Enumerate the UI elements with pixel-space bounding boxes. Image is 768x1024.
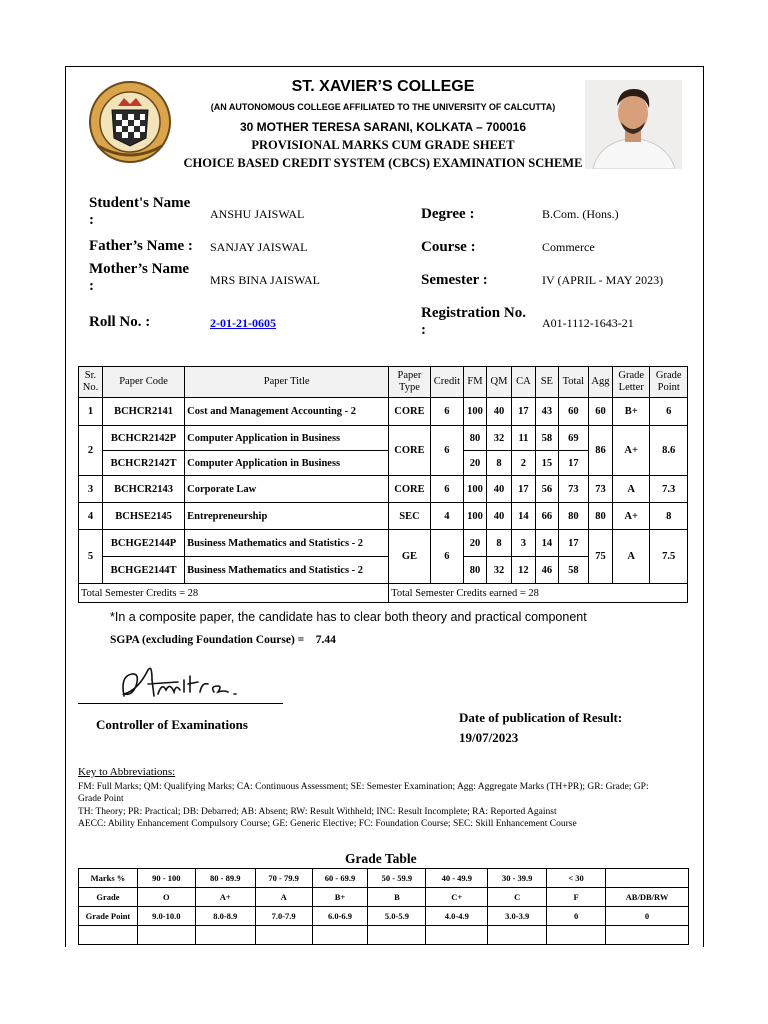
cell-sr: 1 xyxy=(79,398,103,426)
col-agg: Agg xyxy=(588,367,612,398)
controller-signature xyxy=(118,660,248,704)
degree: B.Com. (Hons.) xyxy=(542,207,619,221)
grade-cell xyxy=(606,869,689,888)
cell-grade-point: 7.5 xyxy=(650,530,688,584)
grade-cell xyxy=(195,926,255,945)
grade-cell: 9.0-10.0 xyxy=(137,907,195,926)
cell-type: CORE xyxy=(389,426,431,476)
col-paper-title: Paper Title xyxy=(185,367,389,398)
grade-cell: C xyxy=(488,888,547,907)
cell-grade-letter: B+ xyxy=(612,398,649,426)
cell-qm: 40 xyxy=(486,398,511,426)
cell-ca: 17 xyxy=(511,476,535,503)
cell-title: Corporate Law xyxy=(185,476,389,503)
cell-ca: 14 xyxy=(511,503,535,530)
cell-type: SEC xyxy=(389,503,431,530)
semester: IV (APRIL - MAY 2023) xyxy=(542,273,664,287)
cell-credit: 6 xyxy=(430,398,463,426)
cell-total: 69 xyxy=(558,426,588,451)
cell-se: 15 xyxy=(535,451,558,476)
key-line-2: TH: Theory; PR: Practical; DB: Debarred; AB: Absent; RW: Result Withheld; INC: Result Incomplete; RA: Reported Against xyxy=(78,807,557,817)
registration-label: Registration No. : xyxy=(421,305,526,338)
table-row xyxy=(79,503,688,530)
grade-cell: Grade Point xyxy=(79,907,138,926)
mother-name-label: Mother’s Name : xyxy=(89,261,190,294)
cell-agg: 86 xyxy=(588,426,612,476)
cell-sr: 2 xyxy=(79,426,103,476)
cell-type: CORE xyxy=(389,476,431,503)
cell-total: 58 xyxy=(558,557,588,584)
sgpa-value: 7.44 xyxy=(315,634,336,646)
grade-cell: A+ xyxy=(195,888,255,907)
grade-row-marks xyxy=(79,869,689,888)
cell-se: 56 xyxy=(535,476,558,503)
cell-se: 66 xyxy=(535,503,558,530)
student-name-label: Student's Name : xyxy=(89,195,191,228)
college-address: 30 MOTHER TERESA SARANI, KOLKATA – 700016 xyxy=(239,120,527,134)
cell-sr: 3 xyxy=(79,476,103,503)
grade-cell: 90 - 100 xyxy=(137,869,195,888)
course-label: Course : xyxy=(421,239,476,255)
grade-cell: C+ xyxy=(426,888,488,907)
cell-ca: 17 xyxy=(511,398,535,426)
college-name: ST. XAVIER’S COLLEGE xyxy=(291,78,475,95)
grade-cell: 7.0-7.9 xyxy=(255,907,312,926)
cell-total: 73 xyxy=(558,476,588,503)
cell-title: Entrepreneurship xyxy=(185,503,389,530)
composite-note: *In a composite paper, the candidate has to clear both theory and practical component xyxy=(110,610,587,624)
cell-qm: 40 xyxy=(486,503,511,530)
mother-name: MRS BINA JAISWAL xyxy=(210,273,321,287)
cell-code: BCHCR2142P xyxy=(102,426,184,451)
cell-grade-point: 8 xyxy=(650,503,688,530)
grade-table-title: Grade Table xyxy=(345,851,417,866)
col-se: SE xyxy=(535,367,558,398)
col-total: Total xyxy=(558,367,588,398)
cell-se: 14 xyxy=(535,530,558,557)
grade-cell: < 30 xyxy=(547,869,606,888)
table-header-row xyxy=(79,367,688,398)
cell-grade-point: 7.3 xyxy=(650,476,688,503)
cell-qm: 40 xyxy=(486,476,511,503)
cell-code: BCHCR2143 xyxy=(102,476,184,503)
cell-fm: 100 xyxy=(464,476,487,503)
cell-fm: 80 xyxy=(464,557,487,584)
grade-cell: 3.0-3.9 xyxy=(488,907,547,926)
total-credits: Total Semester Credits = 28 xyxy=(79,584,389,603)
table-total-row xyxy=(79,584,688,603)
cell-total: 80 xyxy=(558,503,588,530)
cell-credit: 6 xyxy=(430,426,463,476)
student-name: ANSHU JAISWAL xyxy=(210,207,305,221)
grade-cell: 80 - 89.9 xyxy=(195,869,255,888)
grade-cell: 70 - 79.9 xyxy=(255,869,312,888)
col-grade-letter: Grade Letter xyxy=(612,367,649,398)
grade-cell: A xyxy=(255,888,312,907)
key-line-3: AECC: Ability Enhancement Compulsory Course; GE: Generic Elective; FC: Foundation Course; SEC: Skill Enhancement Course xyxy=(78,819,577,829)
grade-table xyxy=(78,868,689,945)
affiliation: (AN AUTONOMOUS COLLEGE AFFILIATED TO THE UNIVERSITY OF CALCUTTA) xyxy=(210,102,556,112)
exam-scheme: CHOICE BASED CREDIT SYSTEM (CBCS) EXAMINATION SCHEME xyxy=(183,156,583,170)
grade-cell xyxy=(426,926,488,945)
grade-cell: B+ xyxy=(312,888,368,907)
grade-cell xyxy=(255,926,312,945)
cell-grade-letter: A xyxy=(612,530,649,584)
grade-cell: O xyxy=(137,888,195,907)
cell-fm: 100 xyxy=(464,398,487,426)
col-sr: Sr. No. xyxy=(79,367,103,398)
cell-grade-letter: A+ xyxy=(612,426,649,476)
controller-label: Controller of Examinations xyxy=(96,717,248,732)
sgpa-line xyxy=(110,634,336,646)
cell-grade-point: 6 xyxy=(650,398,688,426)
table-row xyxy=(79,426,688,451)
grade-cell: F xyxy=(547,888,606,907)
cell-total: 60 xyxy=(558,398,588,426)
registration-number: A01-1112-1643-21 xyxy=(542,316,634,330)
col-grade-point: Grade Point xyxy=(650,367,688,398)
key-heading: Key to Abbreviations: xyxy=(78,766,176,778)
grade-cell xyxy=(547,926,606,945)
cell-title: Computer Application in Business xyxy=(185,426,389,451)
cell-ca: 11 xyxy=(511,426,535,451)
father-name: SANJAY JAISWAL xyxy=(210,240,308,254)
cell-se: 43 xyxy=(535,398,558,426)
earned-credits: Total Semester Credits earned = 28 xyxy=(389,584,688,603)
cell-fm: 20 xyxy=(464,530,487,557)
cell-fm: 20 xyxy=(464,451,487,476)
grade-cell xyxy=(606,926,689,945)
grade-cell xyxy=(312,926,368,945)
grade-cell xyxy=(368,926,426,945)
col-ca: CA xyxy=(511,367,535,398)
cell-credit: 6 xyxy=(430,476,463,503)
grade-cell: 0 xyxy=(606,907,689,926)
cell-ca: 12 xyxy=(511,557,535,584)
cell-agg: 73 xyxy=(588,476,612,503)
grade-row-empty xyxy=(79,926,689,945)
cell-grade-letter: A+ xyxy=(612,503,649,530)
cell-agg: 75 xyxy=(588,530,612,584)
cell-sr: 5 xyxy=(79,530,103,584)
grade-row-point xyxy=(79,907,689,926)
grade-cell: 4.0-4.9 xyxy=(426,907,488,926)
cell-agg: 60 xyxy=(588,398,612,426)
cell-title: Business Mathematics and Statistics - 2 xyxy=(185,557,389,584)
cell-credit: 6 xyxy=(430,530,463,584)
father-name-label: Father’s Name : xyxy=(89,238,193,254)
col-fm: FM xyxy=(464,367,487,398)
cell-code: BCHSE2145 xyxy=(102,503,184,530)
publication-date: Date of publication of Result: 19/07/2023 xyxy=(459,710,623,745)
col-paper-code: Paper Code xyxy=(102,367,184,398)
cell-fm: 80 xyxy=(464,426,487,451)
grade-cell: 30 - 39.9 xyxy=(488,869,547,888)
cell-code: BCHGE2144T xyxy=(102,557,184,584)
sheet-title: PROVISIONAL MARKS CUM GRADE SHEET xyxy=(251,138,515,152)
table-row xyxy=(79,530,688,557)
roll-number-link[interactable]: 2-01-21-0605 xyxy=(210,316,276,330)
cell-grade-letter: A xyxy=(612,476,649,503)
semester-label: Semester : xyxy=(421,272,488,288)
grade-cell: B xyxy=(368,888,426,907)
grade-cell: 6.0-6.9 xyxy=(312,907,368,926)
grade-cell xyxy=(79,926,138,945)
table-row xyxy=(79,398,688,426)
grade-cell xyxy=(488,926,547,945)
cell-qm: 32 xyxy=(486,426,511,451)
col-paper-type: Paper Type xyxy=(389,367,431,398)
roll-label: Roll No. : xyxy=(89,314,151,330)
grade-cell: Marks % xyxy=(79,869,138,888)
degree-label: Degree : xyxy=(421,206,475,222)
grade-cell: Grade xyxy=(79,888,138,907)
marks-table xyxy=(78,366,688,603)
cell-total: 17 xyxy=(558,530,588,557)
cell-code: BCHGE2144P xyxy=(102,530,184,557)
cell-agg: 80 xyxy=(588,503,612,530)
grade-cell: AB/DB/RW xyxy=(606,888,689,907)
cell-se: 58 xyxy=(535,426,558,451)
grade-cell xyxy=(137,926,195,945)
cell-title: Computer Application in Business xyxy=(185,451,389,476)
cell-type: GE xyxy=(389,530,431,584)
cell-sr: 4 xyxy=(79,503,103,530)
cell-grade-point: 8.6 xyxy=(650,426,688,476)
cell-title: Business Mathematics and Statistics - 2 xyxy=(185,530,389,557)
cell-ca: 2 xyxy=(511,451,535,476)
grade-row-grade xyxy=(79,888,689,907)
key-line-1: FM: Full Marks; QM: Qualifying Marks; CA: Continuous Assessment; SE: Semester Examination; Agg: Aggregate Marks (TH+PR); GR: Grade; GP: Grade Point xyxy=(78,782,649,804)
student-photo xyxy=(585,80,682,169)
cell-type: CORE xyxy=(389,398,431,426)
cell-qm: 8 xyxy=(486,530,511,557)
grade-cell: 5.0-5.9 xyxy=(368,907,426,926)
cell-code: BCHCR2142T xyxy=(102,451,184,476)
grade-cell: 8.0-8.9 xyxy=(195,907,255,926)
sgpa-label: SGPA (excluding Foundation Course) = xyxy=(110,634,305,646)
course: Commerce xyxy=(542,240,595,254)
grade-cell: 60 - 69.9 xyxy=(312,869,368,888)
cell-qm: 32 xyxy=(486,557,511,584)
cell-fm: 100 xyxy=(464,503,487,530)
cell-se: 46 xyxy=(535,557,558,584)
cell-qm: 8 xyxy=(486,451,511,476)
table-row xyxy=(79,476,688,503)
cell-total: 17 xyxy=(558,451,588,476)
grade-cell: 40 - 49.9 xyxy=(426,869,488,888)
col-qm: QM xyxy=(486,367,511,398)
cell-ca: 3 xyxy=(511,530,535,557)
cell-code: BCHCR2141 xyxy=(102,398,184,426)
cell-title: Cost and Management Accounting - 2 xyxy=(185,398,389,426)
col-credit: Credit xyxy=(430,367,463,398)
grade-cell: 50 - 59.9 xyxy=(368,869,426,888)
cell-credit: 4 xyxy=(430,503,463,530)
signature-line xyxy=(78,703,283,704)
grade-cell: 0 xyxy=(547,907,606,926)
